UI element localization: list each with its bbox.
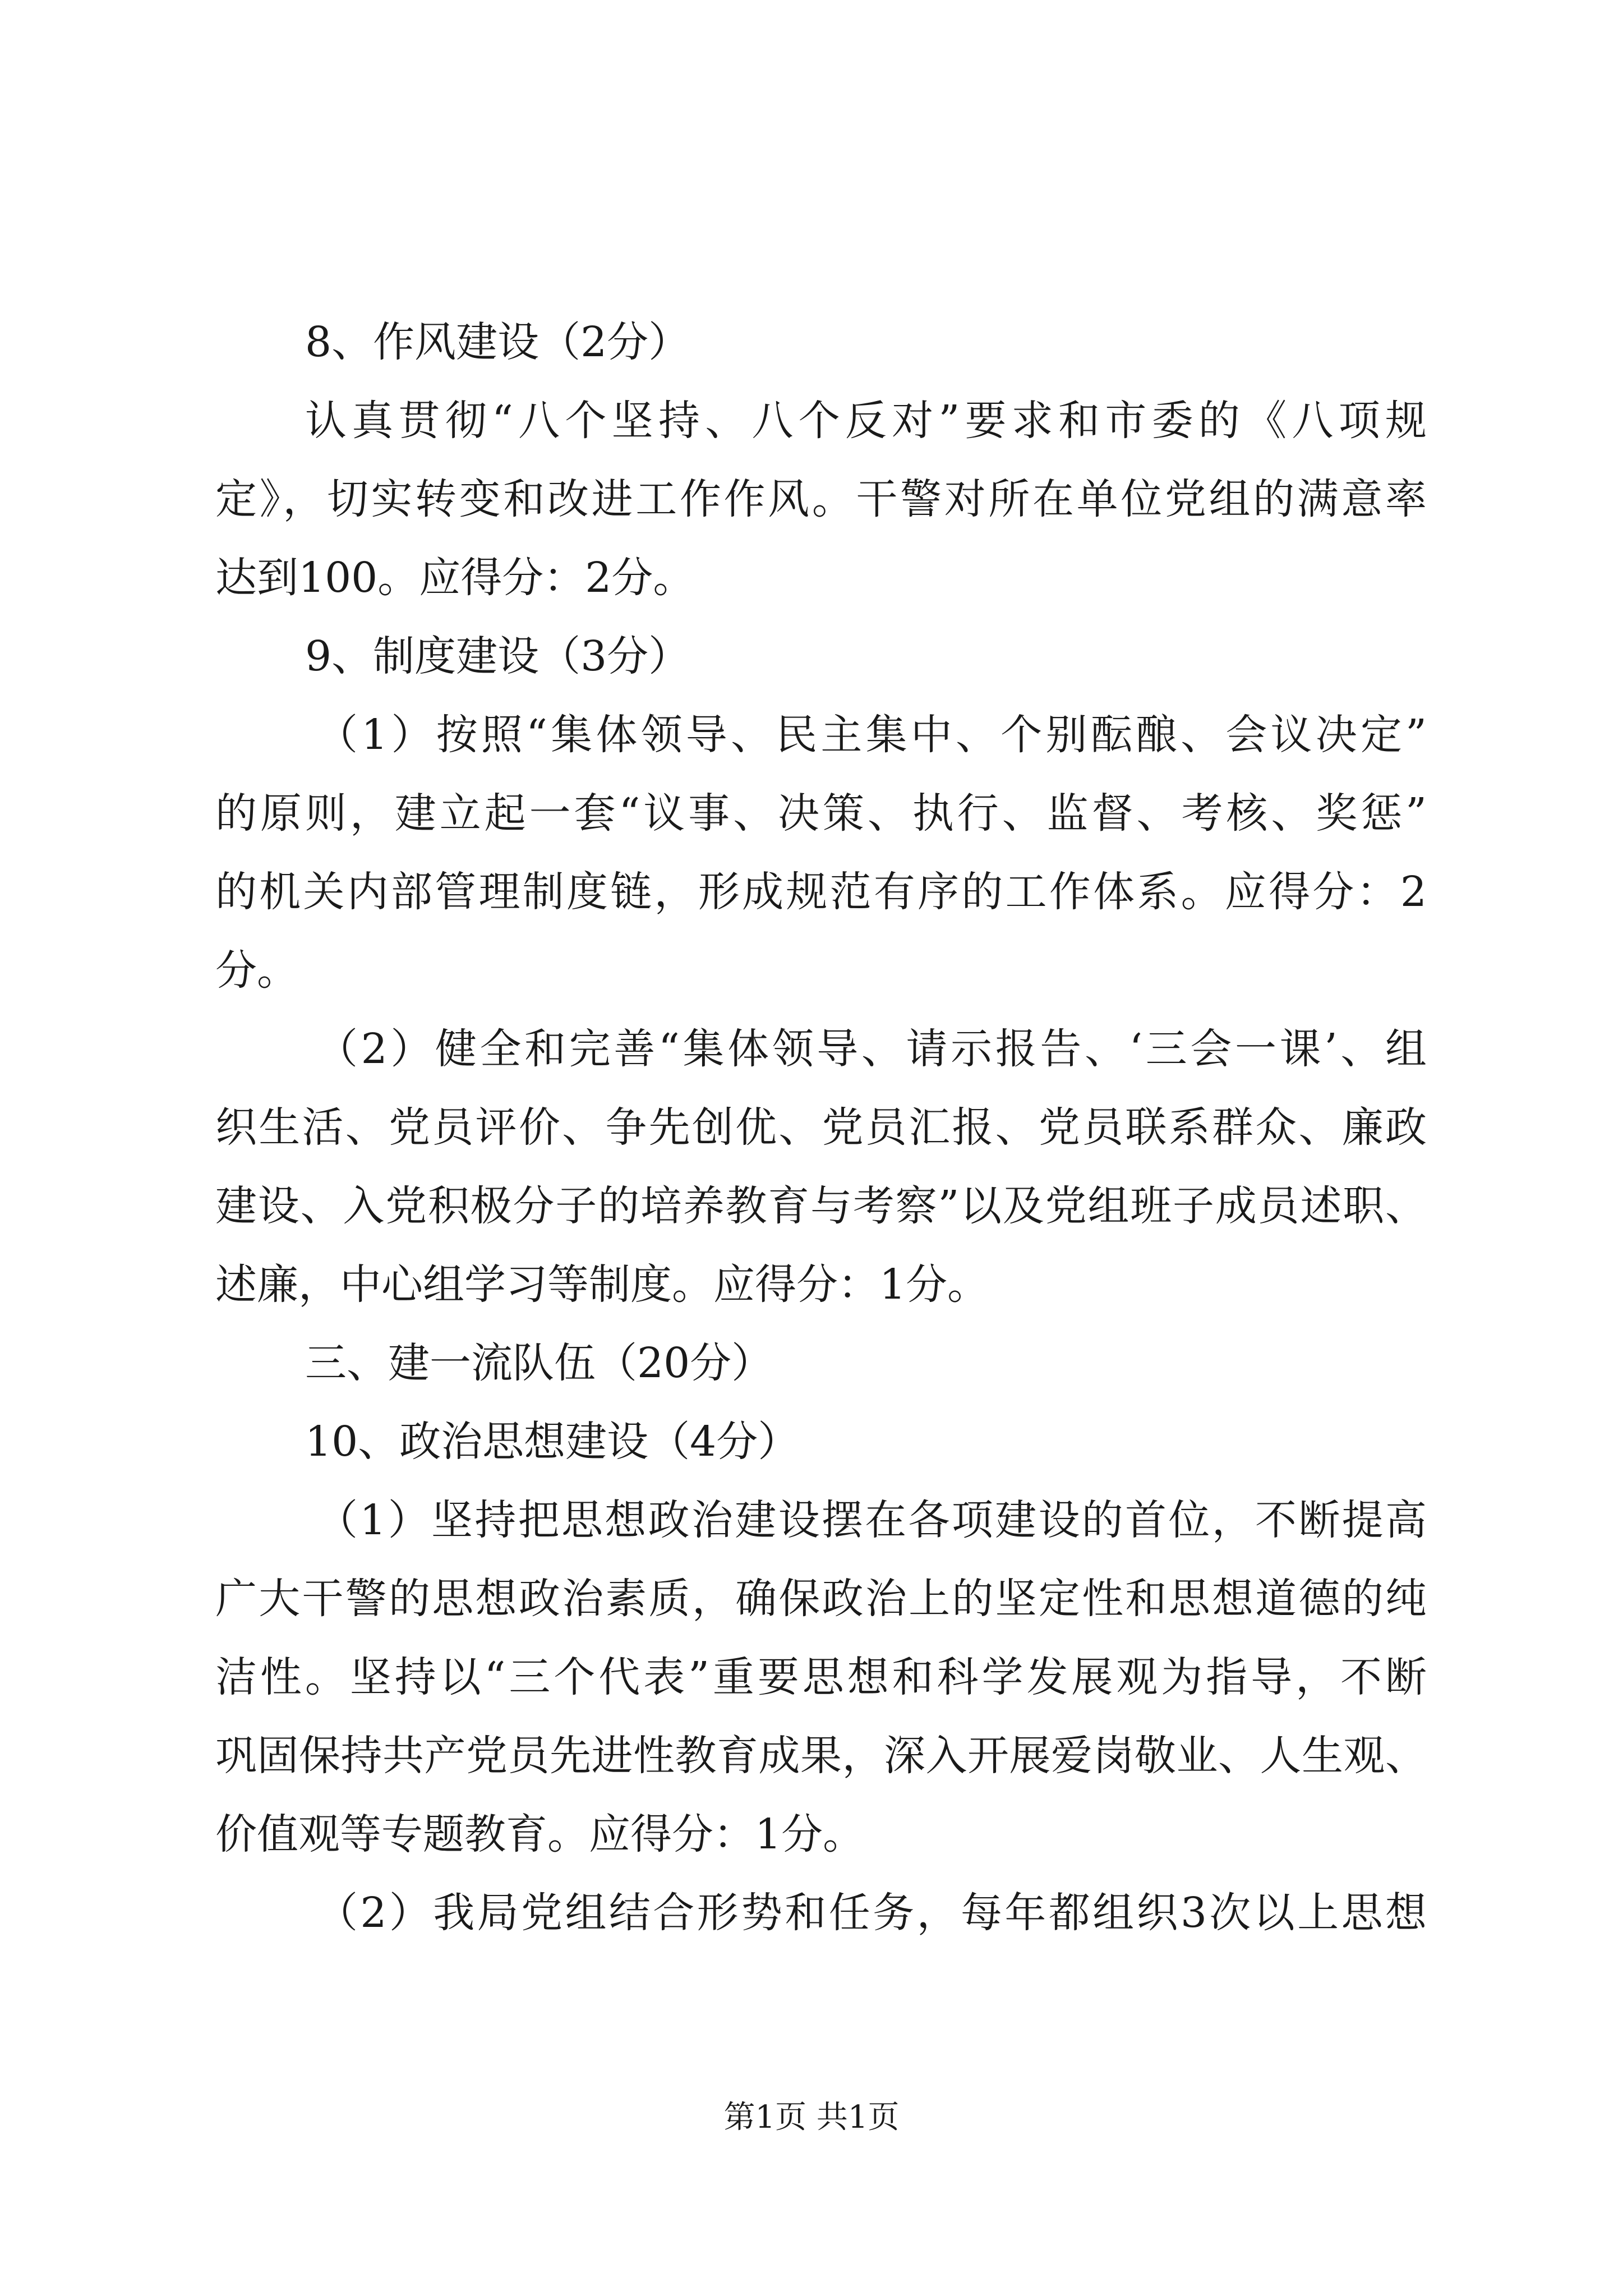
heading-duiwu: 三、建一流队伍（20分） <box>305 1339 773 1387</box>
paragraph-line: 巩固保持共产党员先进性教育成果，深入开展爱岗敬业、人生观、 <box>215 1732 1427 1780</box>
paragraph-line: 价值观等专题教育。应得分：1分。 <box>215 1810 865 1858</box>
paragraph-line: （2）我局党组结合形势和任务，每年都组织3次以上思想 <box>316 1889 1427 1937</box>
paragraph-line: 达到100。应得分：2分。 <box>215 554 695 602</box>
heading-zhengzhi: 10、政治思想建设（4分） <box>305 1418 800 1466</box>
document-body <box>215 303 1427 1952</box>
paragraph-line: 分。 <box>215 946 298 995</box>
heading-zhidu: 9、制度建设（3分） <box>305 632 690 680</box>
paragraph-line: 定》，切实转变和改进工作作风。干警对所在单位党组的满意率 <box>215 475 1427 523</box>
paragraph-line: 的机关内部管理制度链，形成规范有序的工作体系。应得分：2 <box>215 868 1427 916</box>
paragraph-line: 述廉，中心组学习等制度。应得分：1分。 <box>215 1260 989 1309</box>
paragraph-line: 建设、入党积极分子的培养教育与考察”以及党组班子成员述职、 <box>215 1182 1427 1230</box>
paragraph-line: （2）健全和完善“集体领导、请示报告、‘三会一课’、组 <box>316 1025 1427 1073</box>
paragraph-line: 认真贯彻“八个坚持、八个反对”要求和市委的《八项规 <box>305 397 1427 445</box>
paragraph-line: 广大干警的思想政治素质，确保政治上的坚定性和思想道德的纯 <box>215 1575 1427 1623</box>
page-footer: 第1页 共1页 <box>723 2099 900 2136</box>
paragraph-line: 织生活、党员评价、争先创优、党员汇报、党员联系群众、廉政 <box>215 1103 1427 1152</box>
heading-zuofeng: 8、作风建设（2分） <box>305 318 690 366</box>
paragraph-line: （1）按照“集体领导、民主集中、个别酝酿、会议决定” <box>316 711 1427 759</box>
paragraph-line: 洁性。坚持以“三个代表”重要思想和科学发展观为指导，不断 <box>215 1653 1427 1701</box>
paragraph-line: 的原则，建立起一套“议事、决策、执行、监督、考核、奖惩” <box>215 789 1427 838</box>
paragraph-line: （1）坚持把思想政治建设摆在各项建设的首位，不断提高 <box>316 1496 1427 1544</box>
